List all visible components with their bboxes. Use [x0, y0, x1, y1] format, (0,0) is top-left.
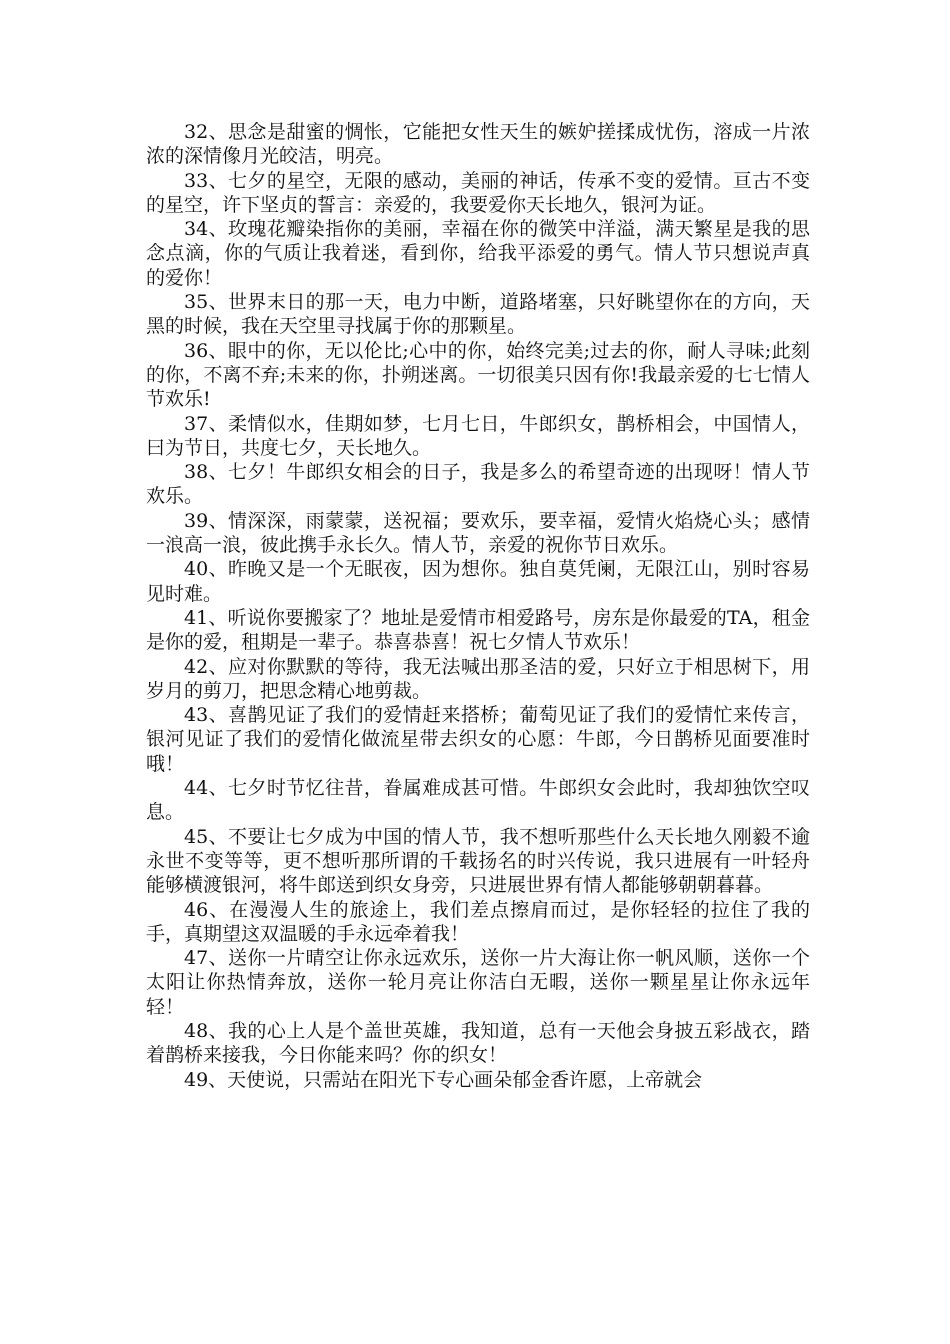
paragraph-49: 49、天使说，只需站在阳光下专心画朵郁金香许愿，上帝就会	[184, 1068, 703, 1091]
paragraph-42: 42、应对你默默的等待，我无法喊出那圣洁的爱，只好立于相思树下，用岁月的剪刀，把思念精心地剪裁。	[146, 655, 810, 702]
paragraph-41: 41、听说你要搬家了？地址是爱情市相爱路号，房东是你最爱的TA，租金是你的爱，租期是一辈子。恭喜恭喜！祝七夕情人节欢乐！	[146, 606, 810, 654]
paragraph-32: 32、思念是甜蜜的惆怅，它能把女性天生的嫉妒搓揉成忧伤，溶成一片浓浓的深情像月光皎洁，明亮。	[146, 121, 810, 168]
paragraph-39: 39、情深深，雨蒙蒙，送祝福；要欢乐，要幸福，爱情火焰烧心头；感情一浪高一浪，彼此携手永长久。情人节，亲爱的祝你节日欢乐。	[146, 509, 810, 557]
paragraph-48: 48、我的心上人是个盖世英雄，我知道，总有一天他会身披五彩战衣，踏着鹊桥来接我，今日你能来吗？你的织女！	[146, 1019, 810, 1067]
paragraph-47: 47、送你一片晴空让你永远欢乐，送你一片大海让你一帆风顺，送你一个太阳让你热情奔放，送你一轮月亮让你洁白无暇，送你一颗星星让你永远年轻！	[146, 947, 810, 1018]
paragraph-43: 43、喜鹊见证了我们的爱情赶来搭桥；葡萄见证了我们的爱情忙来传言，银河见证了我们的爱情化做流星带去织女的心愿：牛郎，今日鹊桥见面要准时哦！	[146, 704, 810, 775]
paragraph-37: 37、柔情似水，佳期如梦，七月七日，牛郎织女，鹊桥相会，中国情人，曰为节日，共度七夕，天长地久。	[146, 412, 810, 459]
paragraph-35: 35、世界末日的那一天，电力中断，道路堵塞，只好眺望你在的方向，天黑的时候，我在天空里寻找属于你的那颗星。	[146, 291, 810, 338]
document-body	[146, 120, 810, 1092]
paragraph-40: 40、昨晚又是一个无眠夜，因为想你。独自莫凭阑，无限江山，别时容易见时难。	[146, 558, 810, 605]
paragraph-45: 45、不要让七夕成为中国的情人节，我不想听那些什么天长地久刚毅不逾永世不变等等，更不想听那所谓的千载扬名的时兴传说，我只进展有一叶轻舟能够横渡银河，将牛郎送到织女身旁，只进展世界有情人都能够朝朝暮暮。	[146, 825, 810, 897]
paragraph-38: 38、七夕！牛郎织女相会的日子，我是多么的希望奇迹的出现呀！情人节欢乐。	[146, 461, 810, 508]
paragraph-44: 44、七夕时节忆往昔，眷属难成甚可惜。牛郎织女会此时，我却独饮空叹息。	[146, 777, 810, 824]
paragraph-36: 36、眼中的你，无以伦比;心中的你，始终完美;过去的你，耐人寻味;此刻的你，不离不弃;未来的你，扑朔迷离。一切很美只因有你!我最亲爱的七七情人节欢乐!	[146, 339, 810, 411]
paragraph-46: 46、在漫漫人生的旅途上，我们差点擦肩而过，是你轻轻的拉住了我的手，真期望这双温暖的手永远牵着我！	[146, 898, 810, 945]
paragraph-34: 34、玫瑰花瓣染指你的美丽，幸福在你的微笑中洋溢，满天繁星是我的思念点滴，你的气质让我着迷，看到你，给我平添爱的勇气。情人节只想说声真的爱你！	[146, 218, 810, 289]
paragraph-33: 33、七夕的星空，无限的感动，美丽的神话，传承不变的爱情。亘古不变的星空，许下坚贞的誓言：亲爱的，我要爱你天长地久，银河为证。	[146, 169, 810, 216]
